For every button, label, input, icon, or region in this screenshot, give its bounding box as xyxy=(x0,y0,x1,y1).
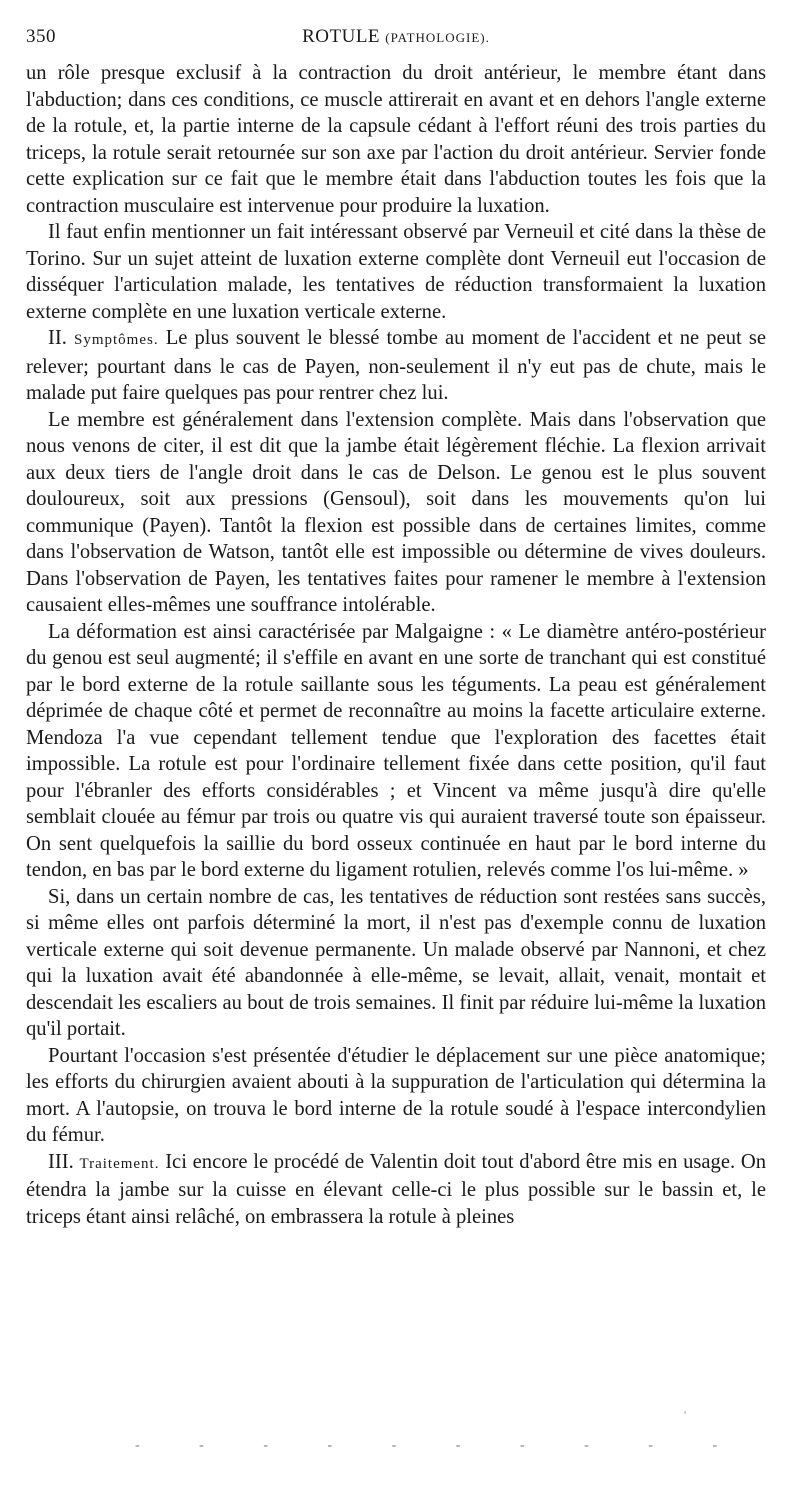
paragraph: Pourtant l'occasion s'est présentée d'étudier le déplacement sur une pièce anatomique; les efforts du chirurgien avaient abouti à la suppuration de l'articulation qui détermina la mort. A l'autopsie, on trouva le bord interne de la rotule soudé à l'espace intercondylien du fémur. xyxy=(26,1044,766,1146)
paragraph: Le membre est généralement dans l'extension complète. Mais dans l'observation que nous venons de citer, il est dit que la jambe était légèrement fléchie. La flexion arrivait aux deux tiers de l'angle droit dans le cas de Delson. Le genou est le plus souvent douloureux, soit aux pressions (Gensoul), soit dans les mouvements qu'on lui communique (Payen). Tantôt la flexion est possible dans de certaines limites, comme dans l'observation de Watson, tantôt elle est impossible ou détermine de vives douleurs. Dans l'observation de Payen, les tentatives faites pour ramener le membre à l'extension causaient elles-mêmes une souffrance intolérable. xyxy=(26,408,766,616)
section-number: III. xyxy=(48,1150,74,1173)
section-traitement xyxy=(26,1149,766,1231)
section-title: Symptômes. xyxy=(73,332,159,348)
stray-mark: ' xyxy=(684,1408,687,1422)
paragraph: un rôle presque exclusif à la contraction du droit antérieur, le membre étant dans l'abduction; dans ces conditions, ce muscle attirerait en avant et en dehors l'angle externe de la rotule, et, la partie interne de la capsule cédant à l'effort réuni des trois parties du triceps, la rotule serait retournée sur son axe par l'action du droit antérieur. Servier fonde cette explication sur ce fait que le membre était dans l'abduction toutes les fois que la contraction musculaire est intervenue pour produire la luxation. xyxy=(26,62,766,217)
paragraph: La déformation est ainsi caractérisée par Malgaigne : « Le diamètre antéro-postérieur du genou est seul augmenté; il s'effile en avant en une sorte de tranchant qui est constitué par le bord externe de la rotule saillante sous les téguments. La peau est généralement déprimée de chaque côté et permet de reconnaître au moins la facette articulaire externe. Mendoza l'a vue cependant tellement tendue que l'exploration des facettes était impossible. La rotule est pour l'ordinaire tellement fixée dans cette position, qu'il faut pour l'ébranler des efforts considérables ; et Vincent va même jusqu'à dire qu'elle semblait clouée au fémur par trois ou quatre vis qui auraient traversé toute son épaisseur. On sent quelquefois la saillie du bord osseux continuée en haut par le bord interne du tendon, en bas par le bord externe du ligament rotulien, relevés comme l'os lui-même. » xyxy=(26,620,766,881)
body-text xyxy=(26,60,766,1230)
section-symptomes xyxy=(26,325,766,407)
page-number: 350 xyxy=(26,26,56,47)
document-page xyxy=(26,26,766,1230)
paragraph-text: Le plus souvent le blessé tombe au moment de l'accident et ne peut se relever; pourtant dans le cas de Payen, non-seulement il n'y eut pas de chute, mais le malade put faire quelques pas pour rentrer chez lui. xyxy=(26,327,766,404)
section-number: II. xyxy=(48,327,67,349)
paragraph: Si, dans un certain nombre de cas, les tentatives de réduction sont restées sans succès, si même elles ont parfois déterminé la mort, il n'est pas d'exemple connu de luxation verticale externe qui soit devenue permanente. Un malade observé par Nannoni, et chez qui la luxation avait été abandonnée à elle-même, se levait, allait, venait, montait et descendait les escaliers au bout de trois semaines. Il finit par réduire lui-même la luxation qu'il portait. xyxy=(26,885,766,1040)
running-head xyxy=(26,26,766,48)
page-header xyxy=(26,26,766,54)
footer-marks: - - - - - - - - - - xyxy=(135,1438,746,1453)
paragraph-text: Ici encore le procédé de Valentin doit tout d'abord être mis en usage. On étendra la jambe sur la cuisse en élevant celle-ci le plus possible sur le bassin et, le triceps étant ainsi relâché, on embrassera la rotule à pleines xyxy=(26,1150,766,1228)
paragraph: Il faut enfin mentionner un fait intéressant observé par Verneuil et cité dans la thèse de Torino. Sur un sujet atteint de luxation externe complète dont Verneuil eut l'occasion de disséquer l'articulation malade, les tentatives de réduction transformaient la luxation externe complète en une luxation verticale externe. xyxy=(26,221,766,323)
running-subtitle: (PATHOLOGIE). xyxy=(385,30,490,45)
section-title: Traitement. xyxy=(79,1155,160,1172)
running-title: ROTULE xyxy=(302,26,381,47)
